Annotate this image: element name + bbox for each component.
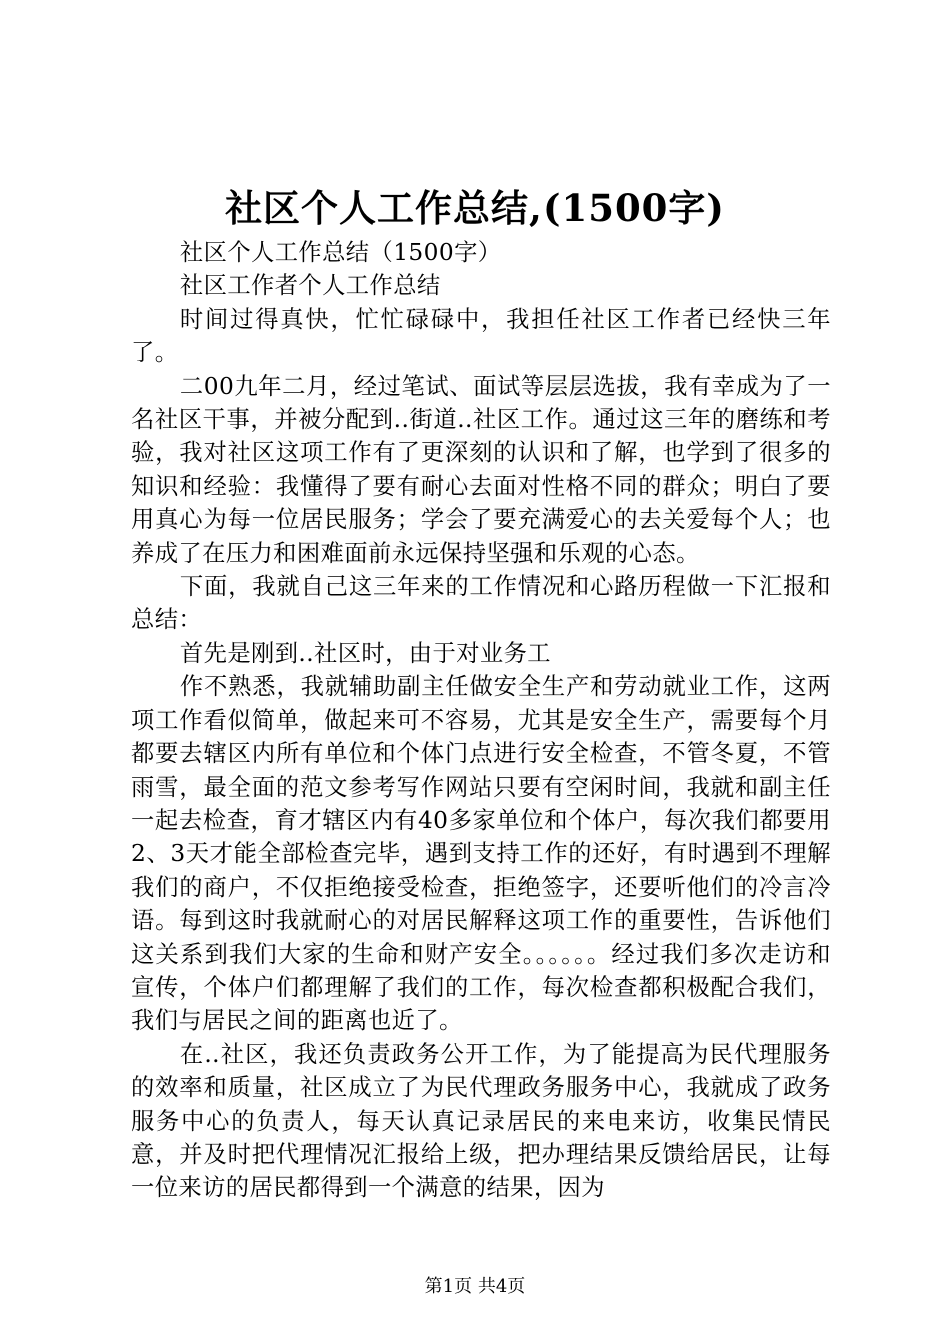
page-number-footer: 第1页 共4页 xyxy=(424,1276,526,1297)
paragraph: 首先是刚到..社区时，由于对业务工 xyxy=(179,639,551,667)
paragraph: 下面，我就自己这三年来的工作情况和心路历程做一下汇报和总结： xyxy=(131,573,831,634)
paragraph: 时间过得真快，忙忙碌碌中，我担任社区工作者已经快三年了。 xyxy=(131,305,831,367)
paragraph: 社区工作者个人工作总结 xyxy=(179,272,441,300)
paragraph: 在..社区，我还负责政务公开工作，为了能提高为民代理服务的效率和质量，社区成立了为民代理政务服务中心，我就成了政务服务中心的负责人，每天认真记录居民的来电来访，收集民情民意，并及时把代理情况汇报给上级，把办理结果反馈给居民，让每一位来访的居民都得到一个满意的结果，因为 xyxy=(131,1040,831,1202)
document-body xyxy=(131,236,831,1205)
paragraph: 作不熟悉，我就辅助副主任做安全生产和劳动就业工作，这两项工作看似简单，做起来可不容易，尤其是安全生产，需要每个月都要去辖区内所有单位和个体门点进行安全检查，不管冬夏，不管雨雪，最全面的范文参考写作网站只要有空闲时间，我就和副主任一起去检查，育才辖区内有40多家单位和个体户，每次我们都要用2、3天才能全部检查完毕，遇到支持工作的还好，有时遇到不理解我们的商户，不仅拒绝接受检查，拒绝签字，还要听他们的冷言冷语。每到这时我就耐心的对居民解释这项工作的重要性，告诉他们这关系到我们大家的生命和财产安全。。。。。。经过我们多次走访和宣传，个体户们都理解了我们的工作，每次检查都积极配合我们，我们与居民之间的距离也近了。 xyxy=(131,673,831,1035)
paragraph: 社区个人工作总结（1500字） xyxy=(179,239,502,266)
document-title: 社区个人工作总结,(1500字) xyxy=(225,186,725,230)
paragraph: 二00九年二月，经过笔试、面试等层层选拔，我有幸成为了一名社区干事，并被分配到..街道..社区工作。通过这三年的磨练和考验，我对社区这项工作有了更深刻的认识和了解，也学到了很多的知识和经验：我懂得了要有耐心去面对性格不同的群众；明白了要用真心为每一位居民服务；学会了要充满爱心的去关爱每个人；也养成了在压力和困难面前永远保持坚强和乐观的心态。 xyxy=(131,372,831,567)
